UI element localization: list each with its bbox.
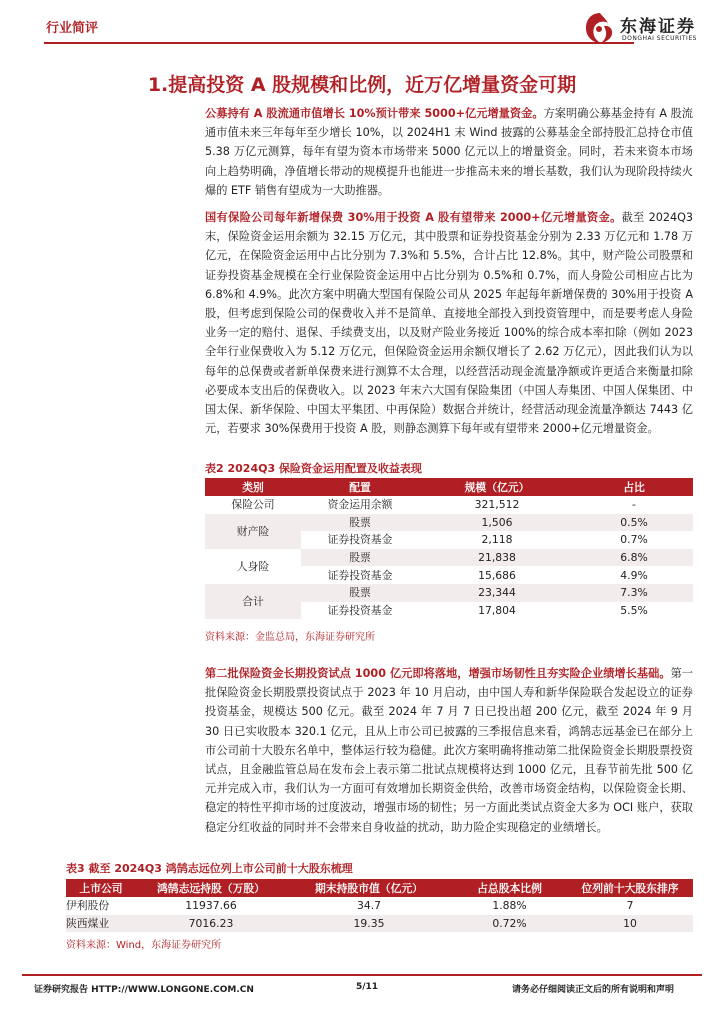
table-cell: 5.5% bbox=[620, 603, 648, 617]
table-cell: 合计 bbox=[205, 584, 301, 619]
footer-divider bbox=[22, 974, 702, 976]
table-cell: 证券投资基金 bbox=[327, 568, 393, 582]
shareholder-table bbox=[66, 879, 693, 932]
table-cell: 7.3% bbox=[575, 584, 693, 602]
column-header: 类别 bbox=[205, 478, 301, 496]
table-cell: 15,686 bbox=[478, 568, 516, 582]
logo-subtext: DONGHAI SECURITIES bbox=[622, 35, 697, 42]
table-row bbox=[205, 549, 693, 567]
table-cell: 保险公司 bbox=[231, 498, 275, 512]
company-logo bbox=[582, 10, 724, 50]
paragraph-insurance bbox=[205, 208, 693, 438]
footer-disclaimer: 请务必仔细阅读正文后的所有说明和声明 bbox=[512, 985, 675, 995]
page-footer bbox=[22, 974, 702, 1004]
table-cell: 10 bbox=[567, 915, 693, 933]
table-header-row bbox=[205, 478, 693, 496]
column-header: 鸿鹄志远持股（万股） bbox=[136, 879, 286, 897]
table-cell: 证券投资基金 bbox=[327, 603, 393, 617]
table-cell: 7 bbox=[626, 899, 634, 913]
paragraph-body: 方案明确公募基金持有 A 股流通市值未来三年每年至少增长 10%，以 2024H1 末 Wind 披露的公募基金全部持股汇总持仓市值 5.38 万亿元测算，每年有望为资本市场带来 5000 亿元以上的增量资金。同时，若未来资本市场向上趋势明确，净值增长带动的规模提升也能进一步推高未来的增长基数，我们认为现阶段持续火爆的 ETF 销售有望成为一大助推器。 bbox=[205, 107, 693, 197]
paragraph-lead: 第二批保险资金长期投资试点 1000 亿元即将落地，增强市场韧性且夯实险企业绩增长基础。 bbox=[205, 667, 671, 680]
table3-caption: 表3 截至 2024Q3 鸿鹄志远位列上市公司前十大股东梳理 bbox=[66, 862, 353, 875]
table-cell: 11937.66 bbox=[185, 899, 237, 913]
table-cell: - bbox=[632, 498, 636, 512]
paragraph-public-funds bbox=[205, 104, 693, 200]
table3-source: 资料来源：Wind，东海证券研究所 bbox=[66, 940, 222, 951]
table-cell: 34.7 bbox=[356, 899, 382, 913]
table-cell: 7016.23 bbox=[136, 915, 286, 933]
paragraph-pilot bbox=[205, 664, 693, 837]
page-number: 5/11 bbox=[356, 982, 379, 992]
paragraph-body: 截至 2024Q3 末，保险资金运用余额为 32.15 万亿元，其中股票和证券投资基金分别为 2.33 万亿元和 1.78 万亿元，在保险资金运用中占比分别为 7.3%和 5.5%，合计占比 12.8%。其中，财产险公司股票和证券投资基金规模在全行业保险资金运用中占比分别为 0.5%和 0.7%，而人身险公司相应占比为 6.8%和 4.9%。此次方案中明确大型国有保险公司从 2025 年起每年新增保费的 30%用于投资 A 股，但考虑到保险公司的保费收入并不是简单、直接地全部投入到投资管理中，而是要考虑人身险业务一定的赔付、退保、手续费支出，以及财产险业务接近 100%的综合成本率扣除（例如 2023 全年行业保费收入为 5.12 万亿元，但保险资金运用余额仅增长了 2.62 万亿元），因此我们认为以每年的总保费或者新单保费来进行测算不太合理，以经营活动现金流量净额或许更适合来衡量扣除必要成本支出后的保费收入。以 2023 年末六大国有保险集团（中国人寿集团、中国人保集团、中国太保、新华保险、中国太平集团、中再保险）数据合并统计，经营活动现金流量净额达 7443 亿元，若要求 30%保费用于投资 A 股，则静态测算下每年或有望带来 2000+亿元增量资金。 bbox=[205, 211, 693, 436]
table-cell: 1.88% bbox=[492, 899, 527, 913]
table-row bbox=[66, 915, 693, 933]
table-cell: 股票 bbox=[301, 514, 419, 532]
table-row bbox=[205, 496, 693, 514]
table-cell: 伊利股份 bbox=[66, 899, 110, 913]
header-divider bbox=[44, 42, 634, 44]
table-cell: 陕西煤业 bbox=[66, 915, 136, 933]
column-header: 占总股本比例 bbox=[452, 879, 567, 897]
footer-site: 证券研究报告 HTTP://WWW.LONGONE.COM.CN bbox=[34, 985, 254, 995]
table-cell: 0.5% bbox=[575, 514, 693, 532]
table-cell: 财产险 bbox=[205, 514, 301, 549]
table2-caption: 表2 2024Q3 保险资金运用配置及收益表现 bbox=[205, 462, 422, 475]
table-cell: 17,804 bbox=[478, 603, 516, 617]
table-cell: 23,344 bbox=[419, 584, 575, 602]
table-cell: 2,118 bbox=[481, 533, 513, 547]
table2-source: 资料来源：金监总局，东海证券研究所 bbox=[205, 632, 375, 643]
table-cell: 0.72% bbox=[452, 915, 567, 933]
table-cell: 21,838 bbox=[419, 549, 575, 567]
logo-text: 东海证券 bbox=[620, 17, 696, 37]
column-header: 上市公司 bbox=[66, 879, 136, 897]
table-row bbox=[205, 584, 693, 602]
table-header-row bbox=[66, 879, 693, 897]
table-cell: 证券投资基金 bbox=[327, 533, 393, 547]
table-cell: 股票 bbox=[301, 549, 419, 567]
table-cell: 1,506 bbox=[419, 514, 575, 532]
table-cell: 人身险 bbox=[205, 549, 301, 584]
paragraph-lead: 国有保险公司每年新增保费 30%用于投资 A 股有望带来 2000+亿元增量资金。 bbox=[205, 211, 622, 224]
table-cell: 资金运用余额 bbox=[327, 498, 393, 512]
column-header: 占比 bbox=[575, 478, 693, 496]
table-row bbox=[205, 514, 693, 532]
page-header bbox=[22, 8, 702, 52]
table-cell: 0.7% bbox=[620, 533, 648, 547]
table-cell: 19.35 bbox=[286, 915, 452, 933]
column-header: 期末持股市值（亿元） bbox=[286, 879, 452, 897]
table-cell: 321,512 bbox=[474, 498, 520, 512]
table-cell: 4.9% bbox=[620, 568, 648, 582]
insurance-allocation-table bbox=[205, 478, 693, 619]
section-title: 1.提高投资 A 股规模和比例，近万亿增量资金可期 bbox=[147, 74, 577, 96]
table-cell: 6.8% bbox=[575, 549, 693, 567]
paragraph-lead: 公募持有 A 股流通市值增长 10%预计带来 5000+亿元增量资金。 bbox=[205, 107, 544, 120]
column-header: 位列前十大股东排序 bbox=[567, 879, 693, 897]
column-header: 规模（亿元） bbox=[419, 478, 575, 496]
table-row bbox=[66, 897, 693, 915]
paragraph-body: 第一批保险资金长期股票投资试点于 2023 年 10 月启动，由中国人寿和新华保险联合发起设立的证券投资基金，规模达 500 亿元。截至 2024 年 7 月 7 日已投出超 200 亿元，截至 2024 年 9 月 30 日已实收股本 320.1 亿元，且从上市公司已披露的三季报信息来看，鸿鹄志远基金已在部分上市公司前十大股东名单中，整体运行较为稳健。此次方案明确将推动第二批保险资金长期股票投资试点，且金融监管总局在发布会上表示第二批试点规模将达到 1000 亿元，且春节前先批 500 亿元并完成入市，我们认为一方面可有效增加长期资金供给，改善市场资金结构，以保险资金长期、稳定的特性平抑市场的过度波动，增强市场的韧性；另一方面此类试点资金大多为 OCI 账户，获取稳定分红收益的同时并不会带来自身收益的扰动，助力险企实现稳定的业绩增长。 bbox=[205, 667, 693, 834]
header-tag: 行业简评 bbox=[46, 21, 99, 36]
table-cell: 股票 bbox=[301, 584, 419, 602]
dragon-logo-icon bbox=[582, 10, 618, 46]
column-header: 配置 bbox=[301, 478, 419, 496]
